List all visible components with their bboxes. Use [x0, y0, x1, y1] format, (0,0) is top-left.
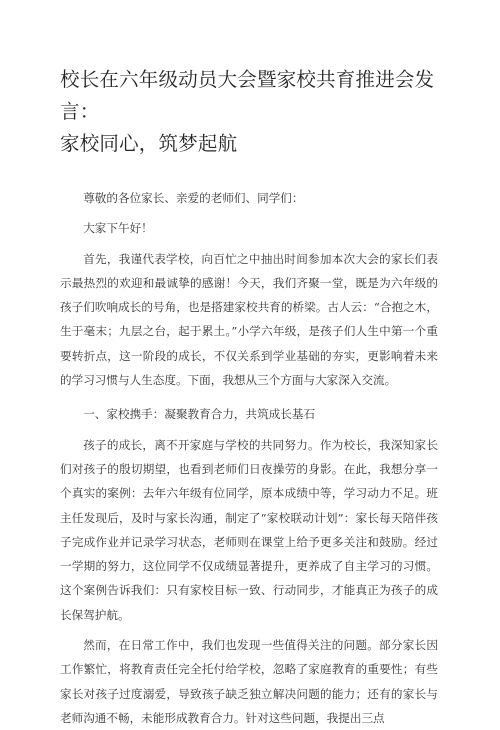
- greeting: 大家下午好！: [83, 221, 153, 236]
- title-line-1: 校长在六年级动员大会暨家校共育推进会发言：: [60, 68, 435, 123]
- body-paragraph: 然而，在日常工作中，我们也发现一些值得关注的问题。部分家长因工作繁忙，将教育责任完全托付给学校，忽略了家庭教育的重要性；有些家长对孩子过度溺爱，导致孩子缺乏独立解决问题的能力；还有的家长与老师沟通不畅，未能形成教育合力。针对这些问题，我提出三点: [60, 638, 438, 725]
- body-paragraph: 孩子的成长，离不开家庭与学校的共同努力。作为校长，我深知家长们对孩子的殷切期望，也看到老师们日夜操劳的身影。在此，我想分享一个真实的案例：去年六年级有位同学，原本成绩中等，学习动力不足。班主任发现后，及时与家长沟通，制定了“家校联动计划”：家长每天陪伴孩子完成作业并记录学习状态，老师则在课堂上给予更多关注和鼓励。经过一学期的努力，这位同学不仅成绩显著提升，更养成了自主学习的习惯。这个案例告诉我们：只有家校目标一致、行动同步，才能真正为孩子的成长保驾护航。: [60, 437, 438, 622]
- intro-paragraph: 首先，我谨代表学校，向百忙之中抽出时间参加本次大会的家长们表示最热烈的欢迎和最诚挚的感谢！今天，我们齐聚一堂，既是为六年级的孩子们吹响成长的号角，也是搭建家校共育的桥梁。古人云：“合抱之木，生于毫末；九层之台，起于累土。”小学六年级，是孩子们人生中第一个重要转折点，这一阶段的成长，不仅关系到学业基础的夯实，更影响着未来的学习习惯与人生态度。下面，我想从三个方面与大家深入交流。: [60, 251, 438, 388]
- title-line-2: 家校同心，筑梦起航: [60, 132, 238, 155]
- salutation: 尊敬的各位家长、亲爱的老师们、同学们：: [83, 191, 304, 205]
- document-title: [60, 64, 438, 160]
- section-heading: 一、家校携手：凝聚教育合力，共筑成长基石: [83, 407, 316, 422]
